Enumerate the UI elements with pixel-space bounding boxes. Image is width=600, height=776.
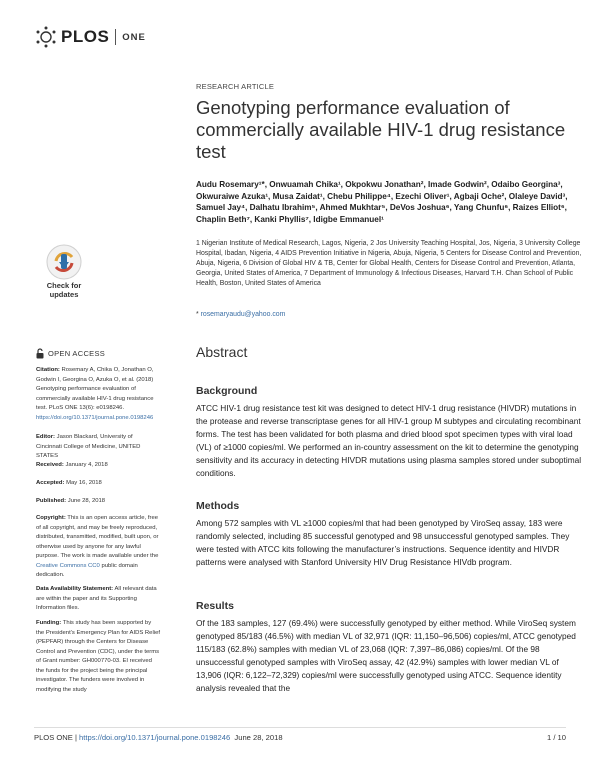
funding-text: This study has been supported by the President’s Emergency Plan for AIDS Relief (PEPFAR) through the Centers for Disease Control and Prevention (CDC), under the terms of Grant number: GH000770-03. EI received the funds for the project being the principal investigator. The funders were involved in modifying the study — [36, 620, 160, 693]
funding-block — [36, 619, 160, 695]
background-paragraph: ATCC HIV-1 drug resistance test kit was designed to detect HIV-1 drug resistance (HIVDR) mutations in the protease and reverse transcriptase genes for all HIV-1 group M subtypes and circulating recombinant forms. The test has been validated for both plasma and dried blood spot specimen types with viral load (VL) of ≥1000 copies/ml. We performed an in-country assessment on the kit to determine the genotyping sensitivity and its accuracy in detecting HIVDR mutations using plasma samples stored under suboptimal conditions. — [196, 403, 582, 478]
email-link[interactable]: rosemaryaudu@yahoo.com — [200, 311, 286, 318]
open-access-label — [36, 348, 105, 359]
check-updates-line1: Check for — [46, 281, 82, 290]
check-for-updates-button[interactable] — [36, 244, 92, 306]
methods-heading: Methods — [196, 500, 240, 512]
plos-mark-icon — [34, 26, 58, 48]
footer-citation — [34, 733, 283, 742]
page-footer — [34, 733, 566, 742]
abstract-heading: Abstract — [196, 344, 248, 360]
data-availability-text: All relevant data are within the paper and its Supporting Information files. — [36, 586, 157, 611]
published-block — [36, 497, 160, 507]
citation-text: Rosemary A, Chika O, Jonathan O, Godwin I, Georgina O, Azuka O, et al. (2018) Genotyping performance evaluation of commercially available HIV-1 drug resistance test. PLoS ONE 13(6): e0198246. — [36, 367, 154, 411]
citation-label: Citation: — [36, 367, 60, 373]
data-availability-block — [36, 585, 160, 614]
citation-doi-link[interactable]: https://doi.org/10.1371/journal.pone.0198246 — [36, 414, 154, 421]
page-number: 1 / 10 — [547, 733, 566, 742]
plos-logo[interactable] — [34, 26, 146, 48]
accepted-text: May 16, 2018 — [64, 480, 102, 486]
cc0-link[interactable]: Creative Commons CC0 — [36, 562, 100, 569]
data-availability-label: Data Availability Statement: — [36, 586, 114, 592]
accepted-label: Accepted: — [36, 480, 65, 486]
received-label: Received: — [36, 462, 64, 468]
methods-paragraph: Among 572 samples with VL ≥1000 copies/ml that had been genotyped by ViroSeq assay, 183 were randomly selected, including 85 successful genotyped and 98 unsuccessful genotyped samples. They were tested with ATCC kits following the manufacturer’s instructions. Sequence identity and HIVDR patterns were analysed with Stanford University HIV Drug Resistance HIVdb program. — [196, 518, 570, 567]
results-paragraph: Of the 183 samples, 127 (69.4%) were successfully genotyped by either method. While ViroSeq system genotyped 85/183 (46.5%) with median VL of 32,971 (IQR: 11,150–96,506) copies/ml, ATCC genotyped 115/183 (62.8%) samples with median VL of 23,068 (IQR: 7,397–86,086) copies/ml. Of the 98 unsuccessful genotyped samples with ViroSeq assay, 42 (42.9%) samples with lower median VL of 13,906 (IQR: 6,122–72,329) copies/ml were successfully genotyped using ATCC. Sequence identity analysis revealed that the — [196, 618, 576, 693]
copyright-text: This is an open access article, free of all copyright, and may be freely reproduced, distributed, transmitted, modified, built upon, or otherwise used by anyone for any lawful purpose. The work is made available under the — [36, 515, 159, 559]
received-block — [36, 461, 160, 471]
editor-block — [36, 433, 160, 462]
footer-divider — [34, 727, 566, 728]
author-list: Audu Rosemary¹*, Onwuamah Chika¹, Okpokwu Jonathan², Imade Godwin², Odaibo Georgina³, Okwuraiwe Azuka¹, Musa Zaidat¹, Chebu Philippe⁴, Ezechi Oliver¹, Agbaji Oche², Olaleye David³, Samuel Jay⁴, Dalhatu Ibrahim⁵, Ahmed Mukhtar⁵, DeVos Joshua⁶, Yang Chunfu⁶, Raizes Elliot⁶, Chaplin Beth⁷, Kanki Phyllis⁷, Idigbe Emmanuel¹ — [196, 180, 568, 224]
logo-text: PLOS — [61, 27, 110, 46]
accepted-block — [36, 479, 160, 489]
journal-name: ONE — [122, 31, 146, 43]
editor-text: Jason Blackard, University of Cincinnati College of Medicine, UNITED STATES — [36, 434, 141, 459]
published-text: June 28, 2018 — [66, 498, 106, 504]
funding-label: Funding: — [36, 620, 62, 626]
received-text: January 4, 2018 — [63, 462, 108, 468]
published-label: Published: — [36, 498, 67, 504]
footer-separator: | — [72, 733, 80, 742]
affiliations: 1 Nigerian Institute of Medical Research, Lagos, Nigeria, 2 Jos University Teaching Hospital, Jos, Nigeria, 3 University College Hospital, Ibadan, Nigeria, 4 AIDS Prevention Initiative in Nigeria, Abuja, Nigeria, 5 Centers for Disease Control and Prevention, Abuja, Nigeria, 6 Division of Global HIV & TB, Center for Global Health, Centers for Disease Control and Prevention, Atlanta, Georgia, United States of America, 7 Department of Immunology & Infectious Diseases, Harvard T.H. Chan School of Public Health, Boston, United States of America — [196, 240, 582, 287]
check-updates-label — [36, 282, 92, 299]
footer-journal: PLOS ONE — [34, 733, 73, 742]
footer-doi-link[interactable]: https://doi.org/10.1371/journal.pone.0198246 — [79, 733, 231, 742]
copyright-tail: public domain dedication. — [36, 562, 138, 578]
corresponding-email — [196, 311, 285, 318]
logo-divider — [115, 29, 116, 45]
results-heading: Results — [196, 600, 234, 612]
article-type: RESEARCH ARTICLE — [196, 82, 275, 91]
open-access-text: OPEN ACCESS — [48, 349, 106, 358]
article-title: Genotyping performance evaluation of commercially available HIV-1 drug resistance test — [196, 97, 566, 162]
editor-label: Editor: — [36, 434, 55, 440]
citation-block — [36, 366, 160, 423]
background-heading: Background — [196, 385, 258, 397]
check-updates-icon — [46, 244, 82, 280]
copyright-label: Copyright: — [36, 515, 66, 521]
check-updates-line2: updates — [49, 289, 79, 299]
open-lock-icon — [36, 348, 44, 359]
copyright-block — [36, 514, 160, 581]
footer-date: June 28, 2018 — [234, 733, 283, 742]
email-prefix: * — [196, 311, 201, 318]
